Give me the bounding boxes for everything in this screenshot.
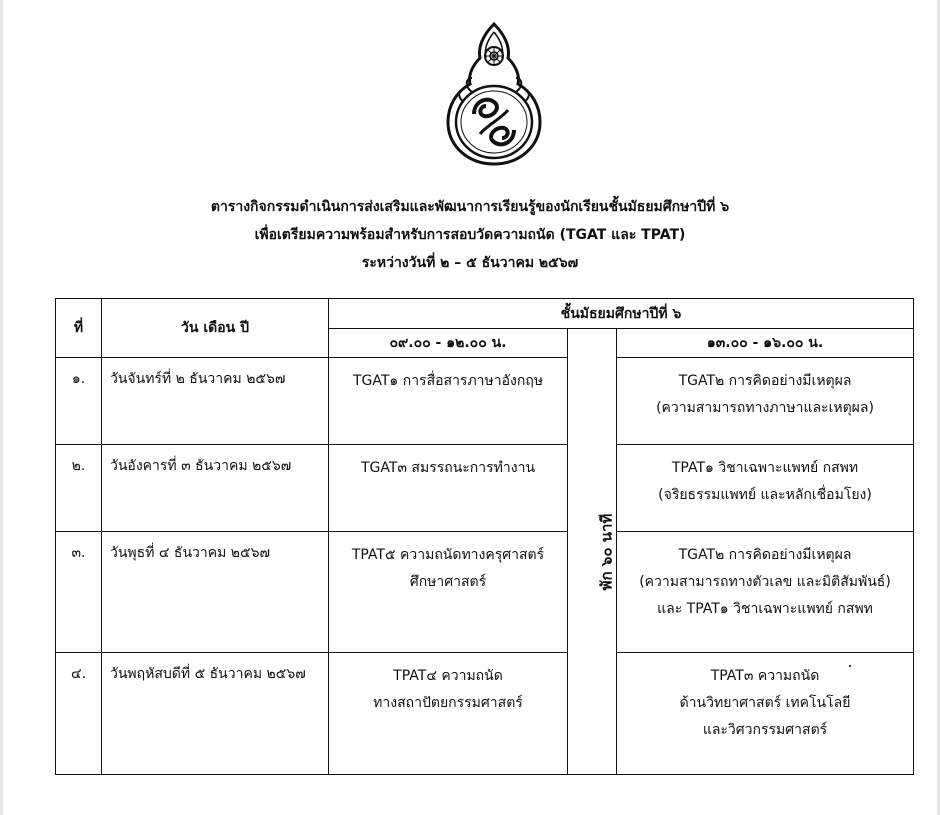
row-number: ๑.	[56, 358, 102, 445]
break-label: พัก ๖๐ นาที	[597, 513, 616, 590]
header-afternoon: ๑๓.๐๐ - ๑๖.๐๐ น.	[617, 329, 914, 358]
afternoon-line: และ TPAT๑ วิชาเฉพาะแพทย์ กสพท	[657, 601, 873, 617]
morning-line: TPAT๔ ความถนัด	[393, 668, 503, 684]
afternoon-line: (จริยธรรมแพทย์ และหลักเชื่อมโยง)	[658, 487, 872, 503]
header-morning: ๐๙.๐๐ - ๑๒.๐๐ น.	[329, 329, 568, 358]
doc-title-line-3: ระหว่างวันที่ ๒ – ๕ ธันวาคม ๒๕๖๗	[361, 255, 579, 271]
table-row	[56, 653, 914, 775]
table-row	[56, 532, 914, 653]
row-morning	[329, 532, 568, 653]
row-afternoon	[617, 445, 914, 532]
row-number: ๔.	[56, 653, 102, 775]
row-afternoon	[617, 358, 914, 445]
afternoon-line: TGAT๒ การคิดอย่างมีเหตุผล	[678, 547, 852, 563]
morning-line: TPAT๕ ความถนัดทางครุศาสตร์	[351, 547, 545, 563]
afternoon-line: TPAT๑ วิชาเฉพาะแพทย์ กสพท	[671, 460, 859, 476]
afternoon-line: ด้านวิทยาศาสตร์ เทคโนโลยี	[679, 695, 851, 711]
schedule-table	[55, 298, 914, 775]
afternoon-line: (ความสามารถทางภาษาและเหตุผล)	[656, 400, 874, 416]
row-date: วันพุธที่ ๔ ธันวาคม ๒๕๖๗	[102, 532, 329, 653]
row-morning	[329, 358, 568, 445]
header-grade: ชั้นมัธยมศึกษาปีที่ ๖	[329, 299, 914, 329]
row-number: ๒.	[56, 445, 102, 532]
morning-line: TGAT๑ การสื่อสารภาษาอังกฤษ	[352, 373, 544, 389]
scan-speck	[849, 665, 851, 667]
header-date: วัน เดือน ปี	[102, 299, 329, 358]
row-afternoon	[617, 532, 914, 653]
doc-title-line-2: เพื่อเตรียมความพร้อมสำหรับการสอบวัดความถนัด (TGAT และ TPAT)	[254, 227, 686, 243]
school-emblem-icon	[442, 22, 546, 168]
table-row	[56, 445, 914, 532]
header-no: ที่	[56, 299, 102, 358]
row-date: วันจันทร์ที่ ๒ ธันวาคม ๒๕๖๗	[102, 358, 329, 445]
afternoon-line: (ความสามารถทางตัวเลข และมิติสัมพันธ์)	[639, 574, 891, 590]
row-number: ๓.	[56, 532, 102, 653]
morning-line: TGAT๓ สมรรถนะการทำงาน	[360, 460, 536, 476]
row-morning	[329, 445, 568, 532]
afternoon-line: TGAT๒ การคิดอย่างมีเหตุผล	[678, 373, 852, 389]
morning-line: ทางสถาปัตยกรรมศาสตร์	[373, 695, 523, 711]
header-row-1	[56, 299, 914, 329]
morning-line: ศึกษาศาสตร์	[409, 574, 487, 590]
row-date: วันอังคารที่ ๓ ธันวาคม ๒๕๖๗	[102, 445, 329, 532]
afternoon-line: และวิศวกรรมศาสตร์	[702, 722, 828, 738]
table-row	[56, 358, 914, 445]
doc-title-line-1: ตารางกิจกรรมดำเนินการส่งเสริมและพัฒนาการเรียนรู้ของนักเรียนชั้นมัธยมศึกษาปีที่ ๖	[210, 199, 730, 215]
break-cell	[568, 329, 617, 775]
row-date: วันพฤหัสบดีที่ ๕ ธันวาคม ๒๕๖๗	[102, 653, 329, 775]
afternoon-line: TPAT๓ ความถนัด	[710, 668, 820, 684]
row-afternoon	[617, 653, 914, 775]
page-edge-left	[0, 0, 3, 815]
row-morning	[329, 653, 568, 775]
